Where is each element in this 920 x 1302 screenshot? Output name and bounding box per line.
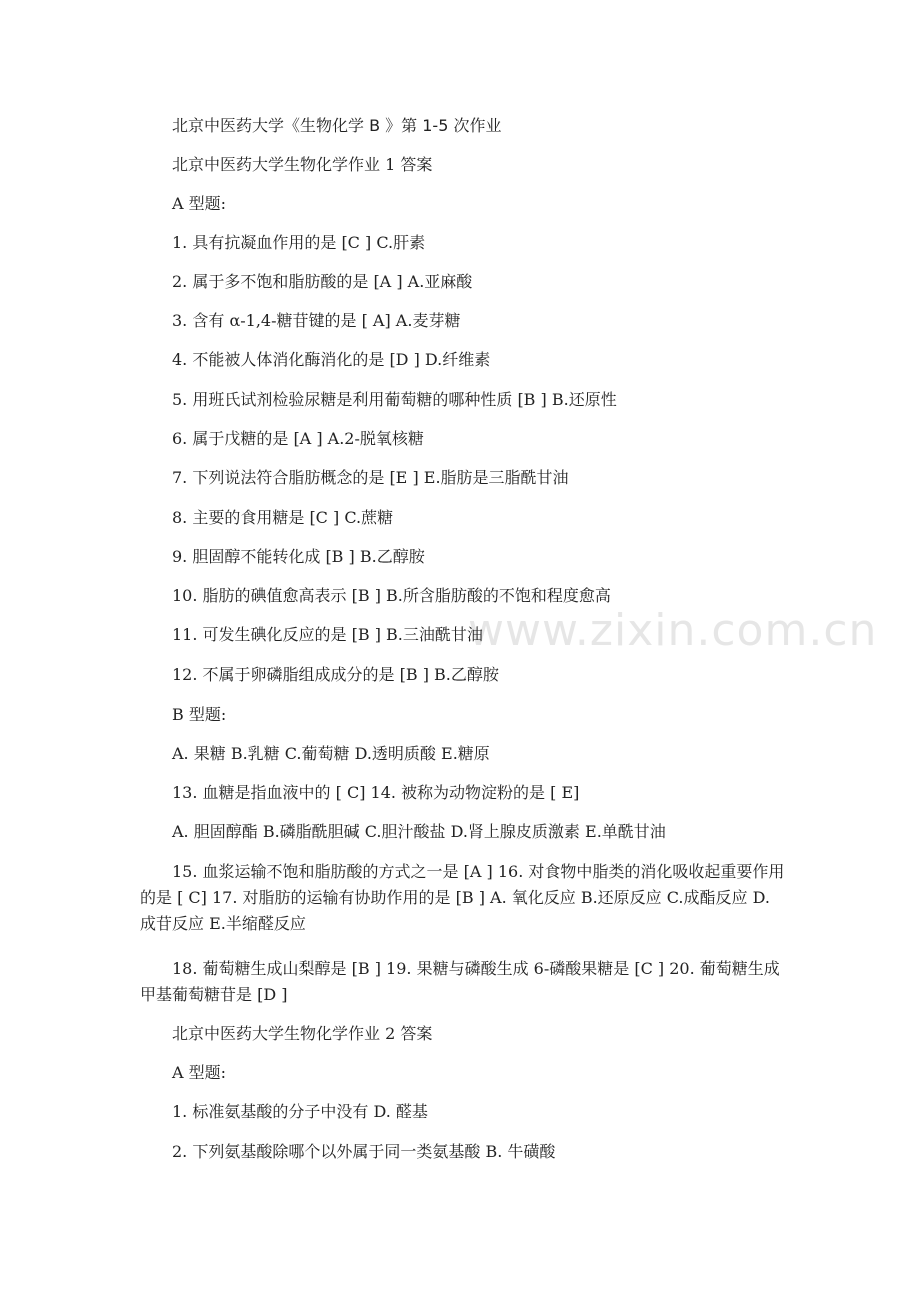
question-10: 10. 脂肪的碘值愈高表示 [B ] B.所含脂肪酸的不饱和程度愈高: [172, 586, 611, 605]
homework-2-heading: 北京中医药大学生物化学作业 2 答案: [172, 1024, 433, 1043]
homework-1-heading: 北京中医药大学生物化学作业 1 答案: [172, 155, 433, 174]
section-a2-heading: A 型题:: [172, 1063, 227, 1082]
question-9: 9. 胆固醇不能转化成 [B ] B.乙醇胺: [172, 547, 425, 566]
question-8: 8. 主要的食用糖是 [C ] C.蔗糖: [172, 508, 394, 527]
options-group-2: A. 胆固醇酯 B.磷脂酰胆碱 C.胆汁酸盐 D.肾上腺皮质激素 E.单酰甘油: [172, 822, 666, 841]
document-title: 北京中医药大学《生物化学 B 》第 1-5 次作业: [172, 116, 502, 135]
options-group-1: A. 果糖 B.乳糖 C.葡萄糖 D.透明质酸 E.糖原: [172, 744, 490, 763]
question-7: 7. 下列说法符合脂肪概念的是 [E ] E.脂肪是三脂酰甘油: [172, 468, 569, 487]
question-6: 6. 属于戊糖的是 [A ] A.2-脱氧核糖: [172, 429, 424, 448]
question-11: 11. 可发生碘化反应的是 [B ] B.三油酰甘油: [172, 625, 483, 644]
section-b-heading: B 型题:: [172, 705, 227, 724]
question-3: 3. 含有 α-1,4-糖苷键的是 [ A] A.麦芽糖: [172, 311, 461, 330]
question-4: 4. 不能被人体消化酶消化的是 [D ] D.纤维素: [172, 350, 491, 369]
paragraph-questions-18-20: 18. 葡萄糖生成山梨醇是 [B ] 19. 果糖与磷酸生成 6-磷酸果糖是 [C ] 20. 葡萄糖生成甲基葡萄糖苷是 [D ]: [140, 959, 780, 1004]
watermark: www.zixin.com.cn: [468, 605, 878, 656]
questions-13-14: 13. 血糖是指血液中的 [ C] 14. 被称为动物淀粉的是 [ E]: [172, 783, 580, 802]
question-12: 12. 不属于卵磷脂组成成分的是 [B ] B.乙醇胺: [172, 665, 499, 684]
section-a-heading: A 型题:: [172, 194, 227, 213]
hw2-question-1: 1. 标准氨基酸的分子中没有 D. 醛基: [172, 1102, 428, 1121]
question-5: 5. 用班氏试剂检验尿糖是利用葡萄糖的哪种性质 [B ] B.还原性: [172, 390, 617, 409]
question-1: 1. 具有抗凝血作用的是 [C ] C.肝素: [172, 233, 426, 252]
hw2-question-2: 2. 下列氨基酸除哪个以外属于同一类氨基酸 B. 牛磺酸: [172, 1142, 556, 1161]
question-2: 2. 属于多不饱和脂肪酸的是 [A ] A.亚麻酸: [172, 272, 473, 291]
paragraph-questions-15-17: 15. 血浆运输不饱和脂肪酸的方式之一是 [A ] 16. 对食物中脂类的消化吸收起重要作用的是 [ C] 17. 对脂肪的运输有协助作用的是 [B ] A. 氧化反应 B.还原反应 C.成酯反应 D.成苷反应 E.半缩醛反应: [140, 862, 785, 933]
